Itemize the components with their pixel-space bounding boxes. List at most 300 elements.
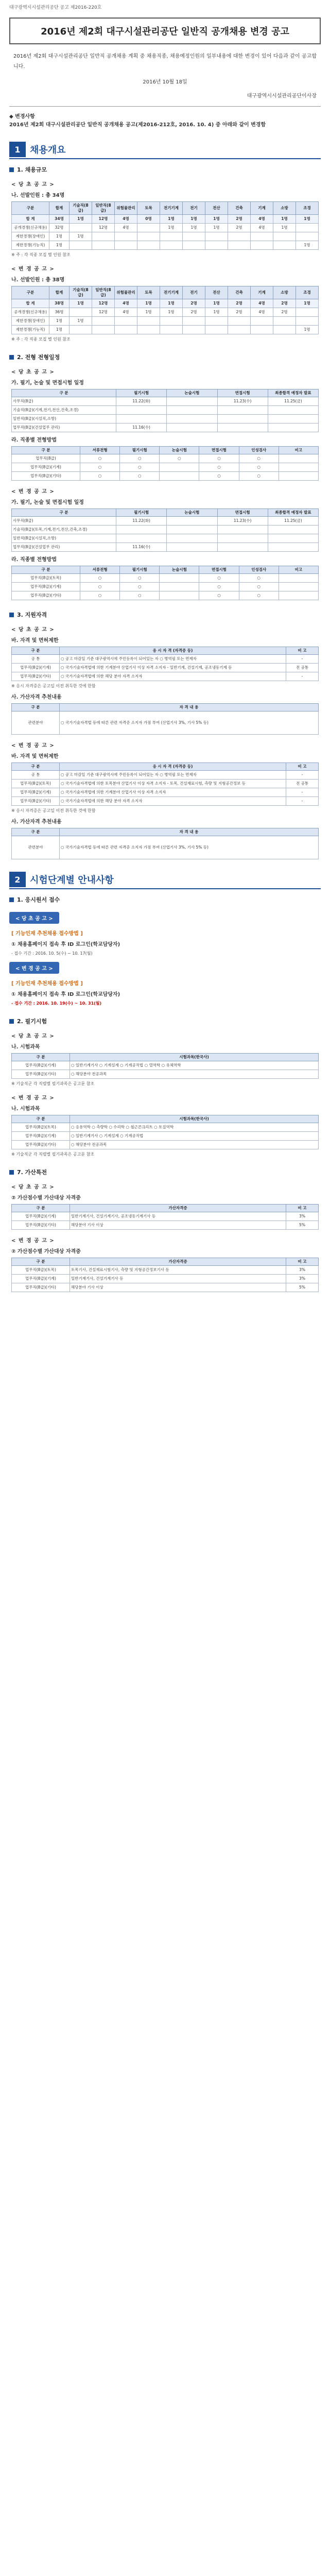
column-header: 구 분 — [12, 763, 60, 771]
table-cell: ○ 해당분야 전공과목 — [70, 1141, 319, 1149]
table-row — [12, 1221, 319, 1230]
section-exam-guide — [9, 871, 321, 889]
revised-notice-badge: < 변 경 공 고 > — [9, 962, 59, 974]
table-cell: 4명 — [251, 224, 273, 232]
column-header: 기계 — [251, 286, 273, 299]
table-row — [12, 1132, 319, 1141]
table-cell — [228, 326, 251, 334]
table-cell: 1명 — [160, 224, 183, 232]
table-cell — [268, 423, 318, 432]
table-cell — [137, 241, 160, 250]
table-cell — [296, 308, 319, 317]
change-heading: ◆ 변경사항 — [9, 114, 35, 120]
column-header: 시험과목(한국사) — [70, 1115, 319, 1123]
table-cell: 업무직(8급)(기타) — [12, 672, 60, 681]
table-cell: 11.16(수) — [116, 423, 167, 432]
table-cell — [228, 241, 251, 250]
table-cell: 관련분야 — [12, 836, 60, 859]
table-cell: 2명 — [228, 215, 251, 224]
table-cell: 일반기계기사, 건설기계기사 등 — [70, 1275, 286, 1283]
original-notice-tag: < 당 초 공 고 > — [11, 1033, 55, 1039]
table-cell — [167, 397, 217, 406]
table-cell: 4명 — [251, 308, 273, 317]
table-cell — [279, 463, 318, 472]
table-row — [12, 317, 319, 326]
table-row — [12, 655, 319, 664]
table-cell: 1명 — [49, 241, 70, 250]
column-header: 가산자격증 — [70, 1258, 286, 1266]
table-row — [12, 326, 319, 334]
column-header: 전기 — [183, 286, 205, 299]
table-cell — [160, 317, 183, 326]
table-cell: ○ — [80, 574, 120, 583]
table-note: ※ 기술직군 각 직렬별 필기과목은 공고문 참조 — [11, 1081, 95, 1086]
square-bullet-icon — [9, 897, 14, 902]
column-header: 조경 — [296, 286, 319, 299]
table-cell — [228, 317, 251, 326]
qualification-table-revised — [11, 762, 319, 806]
table-row — [12, 241, 319, 250]
table-title: 가. 필기, 논술 및 면접시험 일정 — [11, 500, 84, 505]
table-cell: ○ 응용역학 ○ 측량학 ○ 수리학 ○ 철근콘크리트 ○ 토질역학 — [70, 1123, 319, 1132]
table-title: ② 가산점수별 가산대상 자격증 — [11, 1195, 81, 1201]
table-cell — [279, 472, 318, 481]
table-cell: 업무직(8급) — [12, 454, 80, 463]
section-number: 1 — [9, 142, 26, 157]
table-cell — [160, 472, 199, 481]
table-cell — [115, 241, 137, 250]
revised-notice-tag: < 변 경 공 고 > — [11, 1238, 55, 1244]
table-cell: ○ — [80, 583, 120, 591]
table-cell: 12명 — [92, 224, 115, 232]
table-cell: 제한경쟁(장애인) — [12, 317, 49, 326]
table-cell — [268, 406, 318, 415]
table-cell: 1명 — [273, 215, 296, 224]
table-cell: 11.23(수) — [217, 397, 268, 406]
table-cell: 해당분야 기사 이상 — [70, 1283, 286, 1292]
table-cell — [268, 415, 318, 423]
table-cell: 업무직(8급)(기타) — [12, 797, 60, 806]
table-row — [12, 1212, 319, 1221]
section-number: 2 — [9, 872, 26, 887]
table-cell: ○ — [199, 574, 239, 583]
table-cell: 업무직(8급)(토목) — [12, 779, 60, 788]
table-note: ※ 응시 자격증은 공고일 이전 취득한 것에 한함 — [11, 684, 96, 688]
table-cell: 업무직(8급)(기계) — [12, 664, 60, 672]
table-row — [12, 664, 319, 672]
table-cell: 11.16(수) — [116, 543, 167, 552]
table-cell: 일반직(8급)(시설직,소방) — [12, 534, 116, 543]
table-cell: 합 계 — [12, 299, 49, 308]
method-table-original — [11, 446, 319, 481]
revised-notice-tag: < 변 경 공 고 > — [11, 1095, 55, 1101]
table-cell: 1명 — [49, 317, 70, 326]
table-cell: 11.23(수) — [217, 517, 268, 526]
table-cell: ○ — [80, 591, 120, 600]
table-cell — [217, 415, 268, 423]
table-cell — [217, 423, 268, 432]
square-bullet-icon — [9, 613, 14, 617]
column-header: 구분 — [12, 202, 49, 215]
column-header: 최종합격 예정자 발표 — [268, 389, 318, 397]
table-row — [12, 454, 319, 463]
table-cell — [217, 526, 268, 534]
column-header: 구 분 — [12, 1205, 70, 1212]
table-cell: 업무직(8급)(기계) — [12, 1061, 70, 1070]
recommend-heading: [ 기능인재 추천채용 접수방법 ] — [11, 981, 83, 987]
table-cell — [137, 317, 160, 326]
table-cell — [70, 241, 92, 250]
revised-notice-tag: < 변 경 공 고 > — [11, 743, 55, 749]
table-row — [12, 224, 319, 232]
table-cell: 기술직(8급)(토목,기계,전기,전산,건축,조경) — [12, 526, 116, 534]
table-title: ② 가산점수별 가산대상 자격증 — [11, 1249, 81, 1255]
table-cell: 36명 — [49, 308, 70, 317]
table-cell — [268, 543, 318, 552]
table-row — [12, 397, 319, 406]
table-cell: ○ — [239, 574, 279, 583]
table-cell: 1명 — [296, 215, 319, 224]
table-cell: 업무직(8급)(기계) — [12, 1212, 70, 1221]
table-cell — [92, 241, 115, 250]
table-cell — [137, 232, 160, 241]
column-header: 위험물관리 — [115, 286, 137, 299]
table-cell: 38명 — [49, 299, 70, 308]
table-cell — [116, 415, 167, 423]
table-cell: ○ — [80, 472, 120, 481]
column-header: 서류전형 — [80, 566, 120, 574]
table-cell: ○ — [120, 583, 160, 591]
table-note: ※ 주 : 각 직종 모집 별 인원 참조 — [11, 337, 71, 342]
table-cell: 5% — [286, 1221, 319, 1230]
column-header: 논술시험 — [167, 389, 217, 397]
table-cell — [92, 232, 115, 241]
table-cell: 업무직(8급)(기타) — [12, 1070, 70, 1079]
subsection-title: 3. 지원자격 — [17, 612, 47, 618]
table-cell: - — [286, 655, 319, 664]
table-cell: 1명 — [296, 299, 319, 308]
table-cell — [268, 526, 318, 534]
table-cell — [167, 534, 217, 543]
table-cell: ○ 국가기술자격법에 의한 토목분야 산업기사 이상 자격 소지자 - 토목, 건설재료시험, 측량 및 지형공간정보 등 — [60, 779, 286, 788]
table-cell: 1명 — [49, 232, 70, 241]
column-header: 최종합격 예정자 발표 — [268, 509, 318, 517]
recommend-heading: [ 기능인재 추천채용 접수방법 ] — [11, 931, 83, 937]
table-cell — [273, 317, 296, 326]
table-cell — [115, 317, 137, 326]
table-cell — [115, 326, 137, 334]
column-header: 비 고 — [286, 647, 319, 655]
table-cell — [115, 232, 137, 241]
table-cell — [116, 526, 167, 534]
table-cell — [205, 326, 228, 334]
table-cell: ○ 공고 마감일 기준 대구광역시에 주민등록이 되어있는 자 ○ 병역필 또는 면제자 — [60, 771, 286, 779]
table-cell: 전 공통 — [286, 779, 319, 788]
table-cell — [70, 326, 92, 334]
square-bullet-icon — [9, 355, 14, 360]
table-cell: ○ — [239, 583, 279, 591]
table-cell: 5% — [286, 1283, 319, 1292]
table-cell: 4명 — [115, 299, 137, 308]
table-cell: 1명 — [160, 299, 183, 308]
bonus-table-revised — [11, 1258, 319, 1292]
column-header: 비고 — [279, 447, 318, 454]
table-cell — [268, 534, 318, 543]
column-header: 비 고 — [286, 1205, 319, 1212]
table-cell: 2명 — [228, 224, 251, 232]
table-cell: 업무직(8급)(기계) — [12, 1132, 70, 1141]
table-cell: ○ — [120, 454, 160, 463]
table-cell: 4명 — [251, 299, 273, 308]
table-cell — [279, 583, 318, 591]
bonus-criteria-table-original — [11, 703, 319, 735]
table-row — [12, 836, 319, 859]
table-cell — [92, 317, 115, 326]
square-bullet-icon — [9, 1170, 14, 1175]
table-row — [12, 1275, 319, 1283]
table-cell — [183, 326, 205, 334]
table-title: 라. 직종별 전형방법 — [11, 437, 57, 443]
table-cell: 제한경쟁(기능직) — [12, 326, 49, 334]
table-cell: 11.25(금) — [268, 517, 318, 526]
table-cell — [160, 463, 199, 472]
table-cell: 4명 — [115, 308, 137, 317]
schedule-table-revised — [11, 509, 319, 552]
table-title: 사. 가산자격 추천내용 — [11, 819, 62, 825]
subsection-qualifications — [9, 611, 321, 619]
column-header: 기계 — [251, 202, 273, 215]
table-cell: ○ — [120, 591, 160, 600]
table-row — [12, 463, 319, 472]
column-header: 면접시험 — [199, 447, 239, 454]
table-cell: ○ — [199, 591, 239, 600]
table-cell: 일반직(8급)(시설직,소방) — [12, 415, 116, 423]
column-header: 전산 — [205, 202, 228, 215]
section-label: 시험단계별 안내사항 — [30, 875, 114, 886]
column-header: 구 분 — [12, 1258, 70, 1266]
column-header: 인성검사 — [239, 447, 279, 454]
table-cell — [273, 232, 296, 241]
table-row — [12, 591, 319, 600]
change-text: 2016년 제2회 대구시설관리공단 일반직 공개채용 공고(제2016-212호, 2016. 10. 4) 중 아래와 같이 변경함 — [9, 122, 266, 128]
subsection-title: 2. 전형 전형일정 — [17, 354, 60, 361]
table-cell: 2명 — [183, 308, 205, 317]
column-header: 비 고 — [286, 1258, 319, 1266]
table-cell: 1명 — [273, 224, 296, 232]
column-header: 구 분 — [12, 566, 80, 574]
table-cell — [205, 232, 228, 241]
table-row — [12, 472, 319, 481]
table-cell — [251, 326, 273, 334]
table-cell — [116, 406, 167, 415]
table-cell — [217, 534, 268, 543]
table-cell: 11.22(화) — [116, 517, 167, 526]
table-title: 바. 자격 및 면허제한 — [11, 638, 59, 643]
table-cell: ○ 국가기술자격법 등에 따른 관련 자격증 소지자 가점 부여 (산업기사 3%, 기사 5% 등) — [60, 836, 319, 859]
table-cell — [296, 224, 319, 232]
table-cell: ○ 공고 마감일 기준 대구광역시에 주민등록이 되어있는 자 ○ 병역필 또는 면제자 — [60, 655, 286, 664]
original-notice-tag: < 당 초 공 고 > — [11, 1184, 55, 1190]
table-row — [12, 1266, 319, 1275]
column-header: 논술시험 — [160, 447, 199, 454]
selection-table-revised — [11, 286, 319, 334]
table-cell: 1명 — [137, 308, 160, 317]
table-row — [12, 299, 319, 308]
table-cell — [167, 517, 217, 526]
column-header: 구 분 — [12, 447, 80, 454]
table-row — [12, 672, 319, 681]
table-cell: 34명 — [49, 215, 70, 224]
table-cell: 업무직(8급)(기타) — [12, 591, 80, 600]
table-cell — [70, 308, 92, 317]
table-cell: ○ 일반기계기사 ○ 기계설계 ○ 기계공작법 ○ 열역학 ○ 유체역학 — [70, 1061, 319, 1070]
column-header: 합계 — [49, 286, 70, 299]
column-header: 시험과목(한국사) — [70, 1054, 319, 1061]
subsection-title: 2. 필기시험 — [17, 1018, 47, 1025]
column-header: 구 분 — [12, 1115, 70, 1123]
table-cell: 1명 — [205, 224, 228, 232]
table-cell: - — [286, 672, 319, 681]
table-cell: ○ — [120, 574, 160, 583]
table-cell: 3% — [286, 1212, 319, 1221]
column-header: 가산자격증 — [70, 1205, 286, 1212]
table-cell: 3% — [286, 1275, 319, 1283]
divider — [9, 106, 321, 107]
column-header: 구 분 — [12, 1054, 70, 1061]
section-label: 채용개요 — [30, 145, 66, 156]
subsection-title: 1. 응시원서 접수 — [17, 896, 60, 903]
table-cell: 업무직(8급)(기계) — [12, 583, 80, 591]
table-cell: ○ 국가기술자격법에 의한 기계분야 산업기사 이상 자격 소지자 - 일반기계, 건설기계, 공조냉동기계 등 — [60, 664, 286, 672]
column-header: 토목 — [137, 286, 160, 299]
table-cell: ○ — [239, 454, 279, 463]
table-row — [12, 526, 319, 534]
table-cell: 1명 — [205, 215, 228, 224]
column-header: 구 분 — [12, 509, 116, 517]
table-cell: 1명 — [205, 299, 228, 308]
table-cell: ○ — [160, 454, 199, 463]
qualification-table-original — [11, 647, 319, 681]
column-header: 토목 — [137, 202, 160, 215]
table-cell: ○ 국가기술자격법에 의한 해당 분야 자격 소지자 — [60, 797, 286, 806]
table-row — [12, 534, 319, 543]
table-cell — [296, 232, 319, 241]
table-cell: 관련분야 — [12, 711, 60, 735]
table-cell — [167, 423, 217, 432]
column-header: 전기기계 — [160, 202, 183, 215]
table-cell: ○ 국가기술자격법 등에 따른 관련 자격증 소지자 가점 부여 (산업기사 3%, 기사 5% 등) — [60, 711, 319, 735]
bonus-table-original — [11, 1204, 319, 1230]
table-cell — [205, 241, 228, 250]
table-cell — [160, 232, 183, 241]
table-row — [12, 415, 319, 423]
table-cell: 2명 — [273, 299, 296, 308]
table-cell: 업무직(8급)(기타) — [12, 1221, 70, 1230]
table-cell: 합 계 — [12, 215, 49, 224]
table-cell — [167, 543, 217, 552]
table-cell: ○ — [199, 583, 239, 591]
column-header: 비고 — [279, 566, 318, 574]
table-cell: 1명 — [296, 241, 319, 250]
table-title: 나. 선발인원 : 총 38명 — [11, 277, 65, 283]
table-cell: 업무직(8급)(토목) — [12, 1123, 70, 1132]
table-cell: ○ — [199, 454, 239, 463]
table-cell — [217, 406, 268, 415]
subjects-table-original — [11, 1053, 319, 1079]
table-cell — [273, 326, 296, 334]
column-header: 자 격 내 용 — [60, 704, 319, 711]
table-cell: 업무직(8급)(기타) — [12, 472, 80, 481]
table-row — [12, 711, 319, 735]
table-cell — [70, 224, 92, 232]
table-row — [12, 517, 319, 526]
table-title: 나. 선발인원 : 총 34명 — [11, 193, 65, 198]
table-cell: 업무직(8급)(기계) — [12, 788, 60, 797]
table-cell — [160, 241, 183, 250]
public-notice-number: 대구광역시시설관리공단 공고 제2016-220호 — [9, 5, 102, 10]
table-title: 사. 가산자격 추천내용 — [11, 694, 62, 700]
original-notice-tag: < 당 초 공 고 > — [11, 627, 55, 633]
column-header: 건축 — [228, 286, 251, 299]
revised-notice-tag: < 변 경 공 고 > — [11, 489, 55, 495]
table-cell — [160, 583, 199, 591]
table-cell: 1명 — [70, 232, 92, 241]
table-cell: 1명 — [183, 224, 205, 232]
table-row — [12, 1283, 319, 1292]
table-cell: 1명 — [296, 326, 319, 334]
table-cell: ○ — [80, 454, 120, 463]
column-header: 구분 — [12, 286, 49, 299]
issuing-organization: 대구광역시시설관리공단이사장 — [247, 93, 317, 99]
table-note: ※ 기술직군 각 직렬별 필기과목은 공고문 참조 — [11, 1152, 95, 1157]
table-title: 나. 시험과목 — [11, 1044, 40, 1050]
table-cell: 12명 — [92, 299, 115, 308]
page-title — [9, 18, 321, 44]
column-header: 전산 — [205, 286, 228, 299]
column-header: 면접시험 — [217, 389, 268, 397]
subsection-schedule — [9, 353, 321, 361]
table-cell: 제한경쟁(장애인) — [12, 232, 49, 241]
table-row — [12, 232, 319, 241]
table-cell: 11.22(화) — [116, 397, 167, 406]
table-cell: 업무직(8급)(기계) — [12, 463, 80, 472]
table-cell: ○ — [199, 472, 239, 481]
table-cell — [167, 526, 217, 534]
table-cell — [92, 326, 115, 334]
table-cell: 공개경쟁(신규채용) — [12, 224, 49, 232]
table-cell: - — [286, 797, 319, 806]
table-cell — [160, 326, 183, 334]
table-cell: 기술직(8급)(기계,전기,전산,건축,조경) — [12, 406, 116, 415]
table-row — [12, 1141, 319, 1149]
column-header: 일반직(8급) — [92, 202, 115, 215]
table-cell: - — [286, 788, 319, 797]
original-notice-badge: < 당 초 공 고 > — [9, 912, 59, 924]
bonus-criteria-table-revised — [11, 828, 319, 859]
column-header: 구 분 — [12, 828, 60, 836]
table-note: ※ 응시 자격증은 공고일 이전 취득한 것에 한함 — [11, 808, 96, 813]
notice-date: 2016년 10월 18일 — [143, 79, 187, 85]
table-cell — [183, 241, 205, 250]
subsection-title: 1. 채용규모 — [17, 166, 47, 173]
table-cell: 사무직(8급) — [12, 397, 116, 406]
table-row — [12, 583, 319, 591]
table-row — [12, 779, 319, 788]
recommend-step: ① 채용홈페이지 접속 후 ID 로그인(학교담당자) — [11, 992, 120, 997]
table-cell: ○ 해당분야 전공과목 — [70, 1070, 319, 1079]
subsection-title: 7. 가산특전 — [17, 1169, 47, 1176]
table-cell: 공 통 — [12, 771, 60, 779]
